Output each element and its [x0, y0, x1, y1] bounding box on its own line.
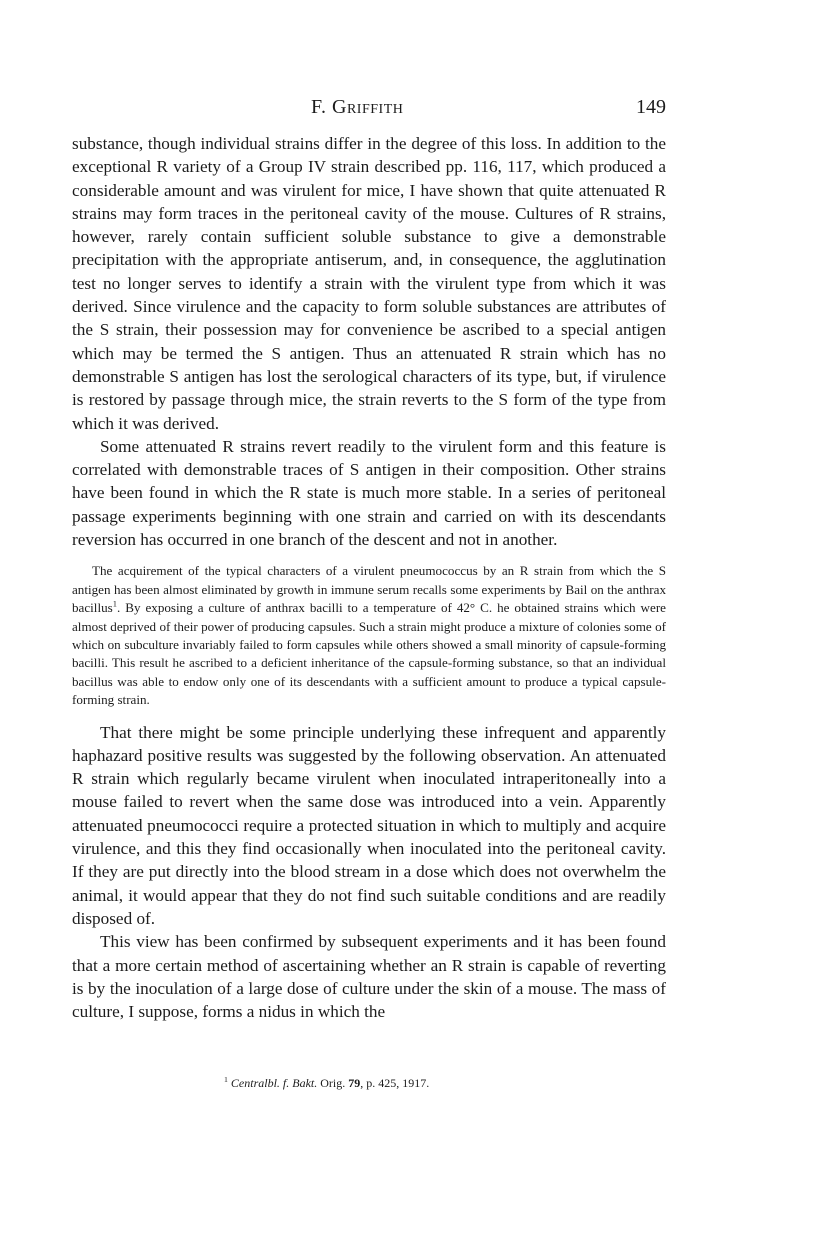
small-print-text-a: The acquirement of the typical characters of a virulent pneumococcus by an R strain from which the S antigen has been almost eliminated by growth in immune serum recalls some experiments by Bail on the anthrax bacillus — [72, 563, 666, 616]
footnote-part: Orig. — [317, 1076, 349, 1090]
footnote — [224, 1075, 429, 1091]
footnote-mark: 1 — [224, 1075, 228, 1084]
footnote-citation: , p. 425, 1917. — [360, 1076, 430, 1090]
small-print-paragraph — [72, 562, 666, 709]
running-header — [72, 96, 666, 124]
running-head-author: F. Griffith — [311, 96, 404, 118]
footnote-volume: 79 — [348, 1076, 361, 1090]
body-text — [72, 132, 666, 1023]
body-paragraph-2: Some attenuated R strains revert readily to the virulent form and this feature is correlated with demonstrable traces of S antigen in their composition. Other strains have been found in which the R state is much more stable. In a series of peritoneal passage experiments beginning with one strain and carried on with its descendants reversion has occurred in one branch of the descent and not in another. — [72, 436, 666, 550]
page-number: 149 — [636, 96, 666, 118]
body-paragraph-3: That there might be some principle underlying these infrequent and apparently haphazard positive results was suggested by the following observation. An attenuated R strain which regularly became virulent when inoculated intraperitoneally into a mouse failed to revert when the same dose was introduced into a vein. Apparently attenuated pneumococci require a protected situation in which to multiply and acquire virulence, and this they find occasionally when inoculated into the peritoneal cavity. If they are put directly into the blood stream in a dose which does not overwhelm the animal, it would appear that they do not find such suitable conditions and are readily disposed of. — [72, 722, 666, 928]
body-paragraph-4: This view has been confirmed by subsequent experiments and it has been found that a more certain method of ascertaining whether an R strain is capable of reverting is by the inoculation of a large dose of culture under the skin of a mouse. The mass of culture, I suppose, forms a nidus in which the — [72, 932, 666, 1022]
footnote-reference: 1 — [112, 598, 117, 609]
footnote-journal: Centralbl. f. Bakt. — [230, 1076, 318, 1090]
small-print-text-b: . By exposing a culture of anthrax bacilli to a temperature of 42° C. he obtained strains which were almost deprived of their power of producing capsules. Such a strain might produce a mixture of colonies some of which on subculture invariably failed to form capsules while others showed a small minority of capsule-forming bacilli. This result he ascribed to a deficient inheritance of the capsule-forming substance, so that an individual bacillus was able to endow only one of its descendants with a sufficient amount to produce a typical capsule-forming strain. — [72, 600, 666, 708]
body-paragraph-1: substance, though individual strains differ in the degree of this loss. In addition to the exceptional R variety of a Group IV strain described pp. 116, 117, which produced a considerable amount and was virulent for mice, I have shown that quite attenuated R strains may form traces in the peritoneal cavity of the mouse. Cultures of R strains, however, rarely contain sufficient soluble substance to give a demonstrable precipitation with the appropriate antiserum, and, in consequence, the agglutination test no longer serves to identify a strain with the virulent type from which it was derived. Since virulence and the capacity to form soluble substances are attributes of the S strain, their possession may for convenience be ascribed to a special antigen which may be termed the S antigen. Thus an attenuated R strain which has no demonstrable S antigen has lost the serological characters of its type, but, if virulence is restored by passage through mice, the strain reverts to the S form of the type from which it was derived. — [72, 134, 666, 433]
